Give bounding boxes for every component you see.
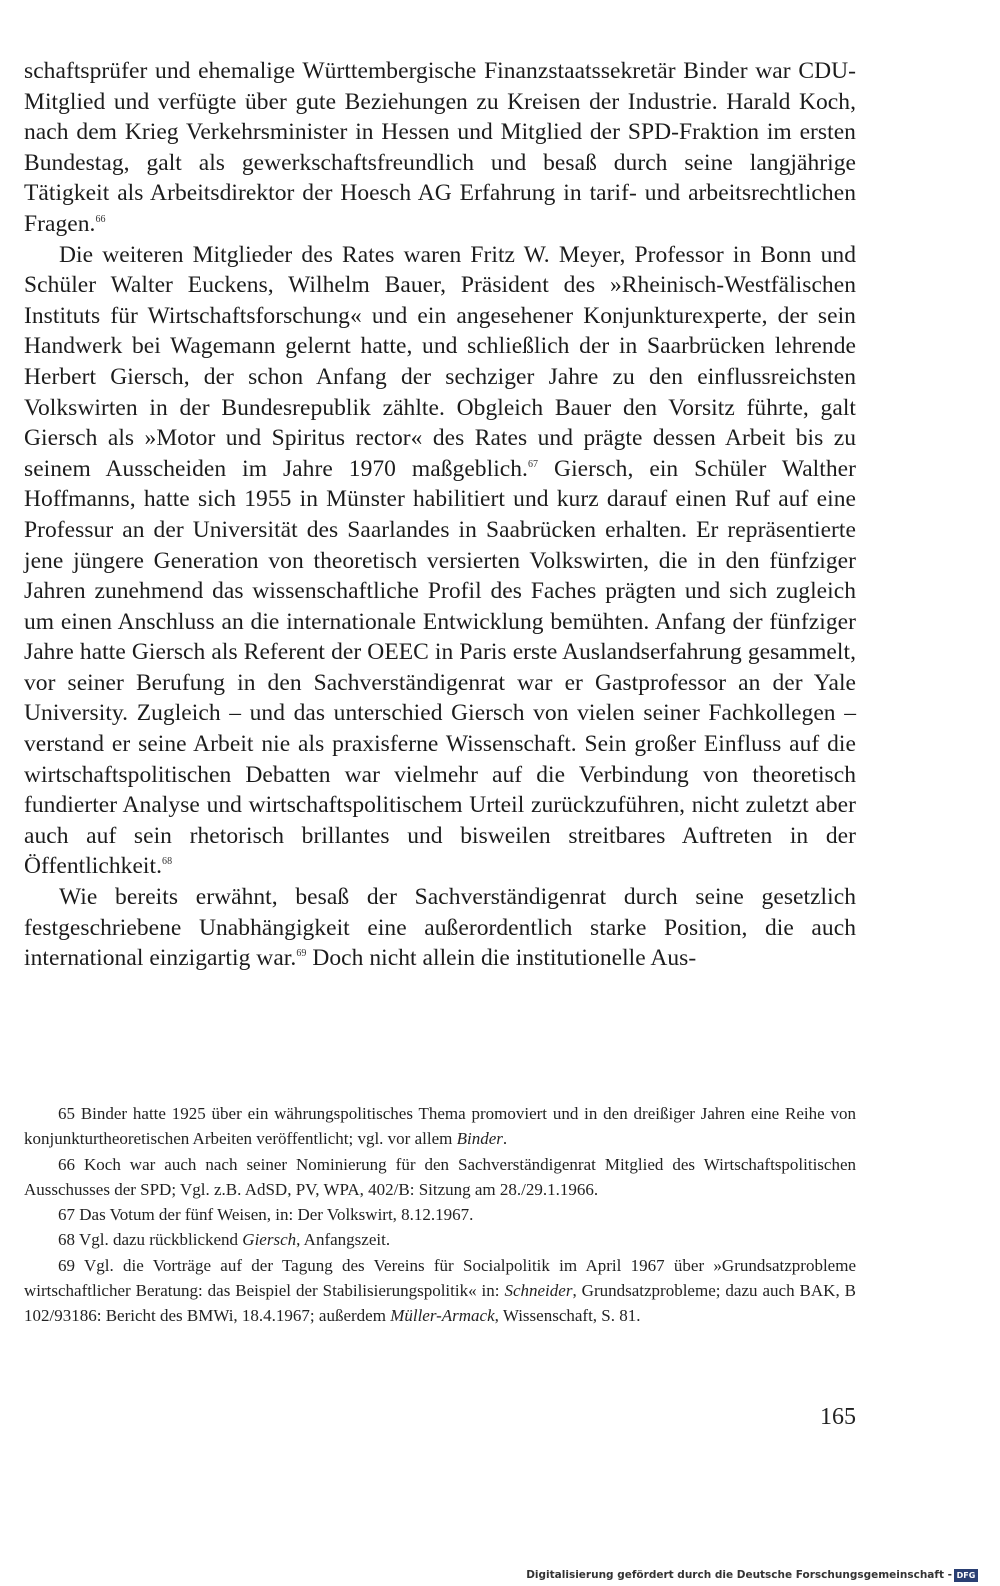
paragraph-text: Doch nicht allein die institutionelle Aus- xyxy=(306,945,697,972)
footnote-ref[interactable]: 68 xyxy=(162,856,173,868)
footnote-text: , Wissenschaft, S. 81. xyxy=(494,1306,641,1326)
footnote-text: , Anfangszeit. xyxy=(296,1230,391,1250)
footnote-citation: Schneider xyxy=(504,1281,573,1301)
paragraph-text: Die weiteren Mitglieder des Rates waren Fritz W. Meyer, Professor in Bonn und Schüler Walter Euckens, Wilhelm Bauer, Präsident des »Rheinisch-Westfälischen Instituts für Wirtschaftsforschung« und ein angesehener Konjunkturexperte, der sein Handwerk bei Wagemann gelernt hatte, und schließlich der in Saarbrücken lehrende Herbert Giersch, der schon Anfang der sechziger Jahre zu den einflussreichsten Volkswirten in der Bundesrepublik zählte. Obgleich Bauer den Vorsitz führte, galt Giersch als »Motor und Spiritus rector« des Rates und prägte dessen Arbeit bis zu seinem Ausscheiden im Jahre 1970 maßgeblich. xyxy=(24,241,856,482)
footnote-text: , Grundsatzprobleme; dazu auch BAK, B 102/93186: Bericht des BMWi, 18.4.1967; außerdem xyxy=(24,1281,856,1326)
footnotes xyxy=(24,1101,856,1329)
footnote-number: 65 xyxy=(58,1104,75,1123)
footnote-65 xyxy=(24,1101,856,1152)
footnote-number: 68 xyxy=(58,1230,75,1250)
footnote-number: 69 xyxy=(58,1255,75,1275)
footnote-text: Vgl. dazu rückblickend xyxy=(78,1230,243,1250)
footnote-67 xyxy=(24,1202,856,1227)
footnote-ref[interactable]: 69 xyxy=(296,948,307,960)
paragraph-3 xyxy=(24,882,856,974)
footnote-66 xyxy=(24,1152,856,1203)
paragraph-text: schaftsprüfer und ehemalige Württembergische Finanzstaatssekretär Binder war CDU-Mitglied und verfügte über gute Beziehungen zu Kreisen der Industrie. Harald Koch, nach dem Krieg Verkehrsminister in Hessen und Mitglied der SPD-Fraktion im ersten Bundestag, galt als gewerkschaftsfreundlich und besaß durch seine langjährige Tätigkeit als Arbeitsdirektor der Hoesch AG Erfahrung in tarif- und arbeitsrechtlichen Fragen. xyxy=(24,58,856,237)
footnote-number: 66 xyxy=(58,1154,75,1174)
footnote-68 xyxy=(24,1227,856,1252)
footnote-citation: Giersch xyxy=(242,1230,297,1250)
main-text xyxy=(24,56,856,974)
footnote-text: Binder hatte 1925 über ein währungspolitisches Thema promoviert und in den dreißiger Jahren eine Reihe von konjunkturtheoretischen Arbeiten veröffentlicht; vgl. vor allem xyxy=(24,1104,856,1149)
page-body xyxy=(24,56,856,974)
dfg-logo: DFG xyxy=(954,1569,978,1582)
footnote-text: Vgl. die Vorträge auf der Tagung des Vereins für Socialpolitik im April 1967 über »Grundsatzprobleme wirtschaftlicher Beratung: das Beispiel der Stabilisierungspolitik« in: xyxy=(24,1255,856,1301)
footnote-number: 67 xyxy=(58,1205,75,1225)
footnote-text: Koch war auch nach seiner Nominierung für den Sachverständigenrat Mitglied des Wirtschaftspolitischen Ausschusses der SPD; Vgl. z.B. AdSD, PV, WPA, 402/B: Sitzung am 28./29.1.1966. xyxy=(24,1154,857,1199)
footnote-ref[interactable]: 66 xyxy=(95,213,106,225)
footnote-citation: Müller-Armack xyxy=(390,1306,495,1326)
footnote-ref[interactable]: 67 xyxy=(527,458,539,470)
page-number: 165 xyxy=(820,1404,856,1430)
footnote-text: Das Votum der fünf Weisen, in: Der Volkswirt, 8.12.1967. xyxy=(79,1205,474,1225)
digitization-notice: Digitalisierung gefördert durch die Deutsche Forschungsgemeinschaft - xyxy=(526,1569,952,1581)
paragraph-1 xyxy=(24,56,856,240)
footnote-text: . xyxy=(502,1129,508,1149)
footnote-69 xyxy=(24,1253,856,1329)
paragraph-2 xyxy=(24,240,856,882)
footnote-citation: Binder xyxy=(456,1129,503,1149)
paragraph-text: Giersch, ein Schüler Walther Hoffmanns, hatte sich 1955 in Münster habilitiert und kurz darauf einen Ruf auf eine Professur an der Universität des Saarlandes in Saabrücken erhalten. Er repräsentierte jene jüngere Generation von theoretisch versierten Volkswirten, die in den fünfziger Jahren zunehmend das wissenschaftliche Profil des Faches prägten und sich zugleich um einen Anschluss an die internationale Entwicklung bemühten. Anfang der fünfziger Jahre hatte Giersch als Referent der OEEC in Paris erste Auslandserfahrung gesammelt, vor seiner Berufung in den Sachverständigenrat war er Gastprofessor an der Yale University. Zugleich – und das unterschied Giersch von vielen seiner Fachkollegen – verstand er seine Arbeit nie als praxisferne Wissenschaft. Sein großer Einfluss auf die wirtschaftspolitischen Debatten war vielmehr auf die Verbindung von theoretisch fundierter Analyse und wirtschaftspolitischem Urteil zurückzuführen, nicht zuletzt aber auch auf sein rhetorisch brillantes und bisweilen streitbares Auftreten in der Öffentlichkeit. xyxy=(24,455,856,880)
paragraph-text: Wie bereits erwähnt, besaß der Sachverständigenrat durch seine gesetzlich festgeschriebene Unabhängigkeit eine außerordentlich starke Position, die auch international einzigartig war. xyxy=(24,884,856,972)
